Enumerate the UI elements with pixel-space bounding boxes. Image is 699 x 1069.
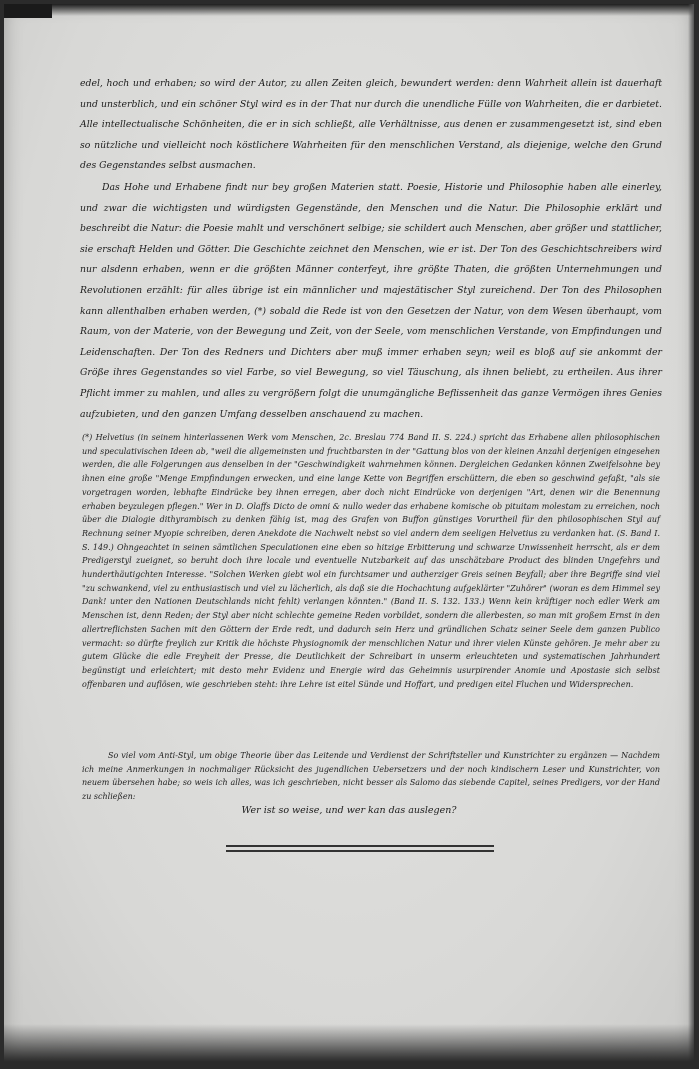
footnote xyxy=(82,431,660,691)
end-rule-top xyxy=(226,845,494,847)
footnote-text: (*) Helvetius (in seinem hinterlassenen Werk vom Menschen, 2c. Breslau 774 Band II. S. 224.) spricht das Erhabene allen philosophischen und speculativischen Ideen ab, "weil die allgemeinsten und fruchtbarsten in der "Gattung blos von der kleinen Anzahl derjenigen eingesehen werden, die alle Folgerungen aus denselben in der "Geschwindigkeit wahrnehmen können. Dergleichen Gedanken können Zweifelsohne bey ihnen eine große "Menge Empfindungen erwecken, und eine lange Kette von Begriffen erschüttern, die eben so geschwind gefaßt, "als sie vorgetragen worden, lebhafte Eindrücke bey ihnen erregen, aber doch nicht Eindrücke von derjenigen "Art, denen wir die Benennung erhaben beyzulegen pflegen." Wer in D. Olaffs Dicto de omni & nullo weder das erhabene komische ob pituitam molestam zu erreichen, noch über die Dialogie dithyrambisch zu denken fähig ist, mag des Grafen von Buffon günstiges Vorurtheil für den philosophischen Styl auf Rechnung seiner Myopie schreiben, deren Anekdote die Nachwelt nebst so viel andern dem seeligen Helvetius zu verdanken hat. (S. Band I. S. 149.) Ohngeachtet in seinen sämtlichen Speculationen eine eben so hitzige Erbitterung und schwarze Unwissenheit herrscht, als er dem Predigerstyl zueignet, so beruht doch ihre locale und eventuelle Nutzbarkeit auf das unschätzbare Product des blinden Ungefehrs und hunderthäutigchten Interesse. "Solchen Werken giebt wol ein furchtsamer und autherziger Greis seinen Beyfall; aber ihre Begriffe sind viel "zu schwankend, viel zu enthusiastisch und viel zu lächerlich, als daß sie die Hochachtung aufgeklärter "Zuhörer" (woran es dem Himmel sey Dank! unter den Nationen Deutschlands nicht fehlt) verlangen könnten." (Band II. S. 132. 133.) Wenn kein kräftiger noch edler Werk am Menschen ist, denn Reden; der Styl aber nicht schlechte gemeine Reden vorbildet, sondern die allerbesten, so man mit großem Ernst in den allertreflichsten Sachen mit den Göttern der Erde redt, und dadurch sein Herz und gründlichen Schatz seiner Seele dem ganzen Publico vermacht: so dürfte freylich zur Kritik die höchste Physiognomik der menschlichen Natur und ihrer vielen Künste gehören. Je mehr aber zu gutem Glücke die edle Freyheit der Presse, die Deutlichkeit der Schreibart in unserm erleuchteten und systematischen Jahrhundert begünstigt und erleichtert; mit desto mehr Evidenz und Energie wird das Geheimnis usurpirender Anomie und Apostasie sich selbst offenbaren und auflösen, wie geschrieben steht: ihre Lehre ist eitel Sünde und Hoffart, und predigen eitel Fluchen und Widersprechen. xyxy=(82,433,660,689)
closing-text: So viel vom Anti-Styl, um obige Theorie über das Leitende und Verdienst der Schriftsteller und Kunstrichter zu ergänzen — Nachdem ich meine Anmerkungen in nochmaliger Rücksicht des jugendlichen Uebersetzers und der noch kindischern Leser und Kunstrichter, von neuem übersehen habe; so weis ich alles, was ich geschrieben, nicht besser als Salomo das siebende Capitel, seines Predigers, vor der Hand zu schließen: xyxy=(82,751,660,801)
paragraph-2: Das Hohe und Erhabene findt nur bey großen Materien statt. Poesie, Historie und Philosophie haben alle einerley, und zwar die wichtigsten und würdigsten Gegenstände, den Menschen und die Natur. Die Philosophie erklärt und beschreibt die Natur: die Poesie mahlt und verschönert selbige; sie schildert auch Menschen, aber größer und stattlicher, sie erschaft Helden und Götter. Die Geschichte zeichnet den Menschen, wie er ist. Der Ton des Geschichtschreibers wird nur alsdenn erhaben, wenn er die größten Männer conterfeyt, ihre größte Thaten, die größten Unternehmungen und Revolutionen erzählt: für alles übrige ist ein männlicher und majestätischer Styl zureichend. Der Ton des Philosophen kann allenthalben erhaben werden, (*) sobald die Rede ist von den Gesetzen der Natur, von dem Wesen überhaupt, vom Raum, von der Materie, von der Bewegung und Zeit, von der Seele, vom menschlichen Verstande, von Empfindungen und Leidenschaften. Der Ton des Redners und Dichters aber muß immer erhaben seyn; weil es bloß auf sie ankommt der Größe ihres Gegenstandes so viel Farbe, so viel Bewegung, so viel Täuschung, als ihnen beliebt, zu ertheilen. Aus ihrer Pflicht immer zu mahlen, und alles zu vergrößern folgt die unumgängliche Beflissenheit das ganze Vermögen ihres Genies aufzubieten, und den ganzen Umfang desselben anschauend zu machen. xyxy=(80,181,662,420)
paragraph-1: edel, hoch und erhaben; so wird der Autor, zu allen Zeiten gleich, bewundert werden: denn Wahrheit allein ist dauerhaft und unsterblich, und ein schöner Styl wird es in der That nur durch die unendliche Fülle von Wahrheiten, die er darbietet. Alle intellectualische Schönheiten, die er in sich schließt, alle Verhältnisse, aus denen er zusammengesetzt ist, sind eben so nützliche und vielleicht noch köstlichere Wahrheiten für den menschlichen Verstand, als diejenige, welche den Grund des Gegenstandes selbst ausmachen. xyxy=(80,78,662,172)
main-text xyxy=(80,74,662,425)
closing-paragraph xyxy=(82,749,660,803)
page-corner-tab xyxy=(4,4,52,18)
page-bottom-edge xyxy=(4,1024,694,1062)
page-right-edge xyxy=(688,4,694,1062)
end-rule-bottom xyxy=(226,850,494,852)
page-top-shadow xyxy=(4,4,694,16)
book-page xyxy=(4,4,694,1062)
closing-motto: Wer ist so weise, und wer kan das auslegen? xyxy=(241,805,457,816)
